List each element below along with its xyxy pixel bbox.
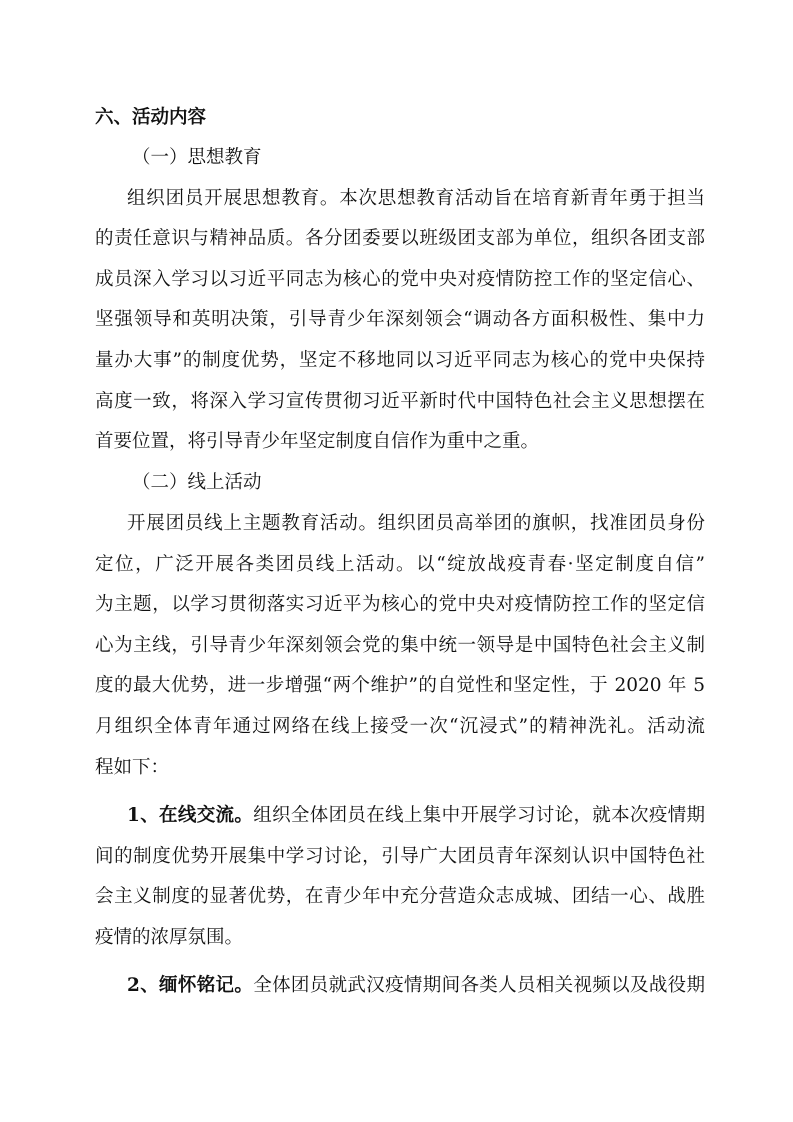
paragraph-line: 高度一致，将深入学习宣传贯彻习近平新时代中国特色社会主义思想摆在 (95, 391, 705, 412)
paragraph-line: 开展团员线上主题教育活动。组织团员高举团的旗帜，找准团员身份 (127, 513, 705, 534)
list-item-title: 2、缅怀铭记。 (127, 975, 254, 996)
list-item-online-exchange (95, 804, 705, 828)
section-heading: 六、活动内容 (95, 107, 207, 128)
paragraph-line: 坚强领导和英明决策，引导青少年深刻领会“调动各方面积极性、集中力 (95, 309, 705, 330)
list-item-text: 全体团员就武汉疫情期间各类人员相关视频以及战役期 (253, 975, 705, 996)
paragraph-line: 量办大事”的制度优势，坚定不移地同以习近平同志为核心的党中央保持 (95, 350, 705, 371)
paragraph-line: 会主义制度的显著优势，在青少年中充分营造众志成城、团结一心、战胜 (95, 886, 705, 907)
list-item-text: 组织全体团员在线上集中开展学习讨论，就本次疫情期 (253, 805, 705, 826)
subsection-heading-ideological-education: （一）思想教育 (132, 147, 262, 168)
paragraph-line: 心为主线，引导青少年深刻领会党的集中统一领导是中国特色社会主义制 (95, 635, 705, 656)
list-item-title: 1、在线交流。 (127, 805, 254, 826)
paragraph-line: 月组织全体青年通过网络在线上接受一次“沉浸式”的精神洗礼。活动流 (95, 716, 705, 737)
paragraph-line: 为主题，以学习贯彻落实习近平为核心的党中央对疫情防控工作的坚定信 (95, 594, 705, 615)
paragraph-line: 组织团员开展思想教育。本次思想教育活动旨在培育新青年勇于担当 (127, 188, 705, 209)
paragraph-line: 间的制度优势开展集中学习讨论，引导广大团员青年深刻认识中国特色社 (95, 846, 705, 867)
subsection-heading-online-activities: （二）线上活动 (132, 472, 262, 493)
paragraph-line: 首要位置，将引导青少年坚定制度自信作为重中之重。 (95, 431, 540, 452)
paragraph-line: 度的最大优势，进一步增强“两个维护”的自觉性和坚定性，于 2020 年 5 (95, 675, 705, 696)
list-item-remembrance (95, 974, 705, 998)
paragraph-line: 疫情的浓厚氛围。 (95, 927, 244, 948)
paragraph-line: 的责任意识与精神品质。各分团委要以班级团支部为单位，组织各团支部 (95, 228, 705, 249)
paragraph-line: 成员深入学习以习近平同志为核心的党中央对疫情防控工作的坚定信心、 (95, 269, 705, 290)
paragraph-line: 程如下： (95, 757, 170, 778)
paragraph-line: 定位，广泛开展各类团员线上活动。以“绽放战疫青春·坚定制度自信” (95, 554, 705, 575)
